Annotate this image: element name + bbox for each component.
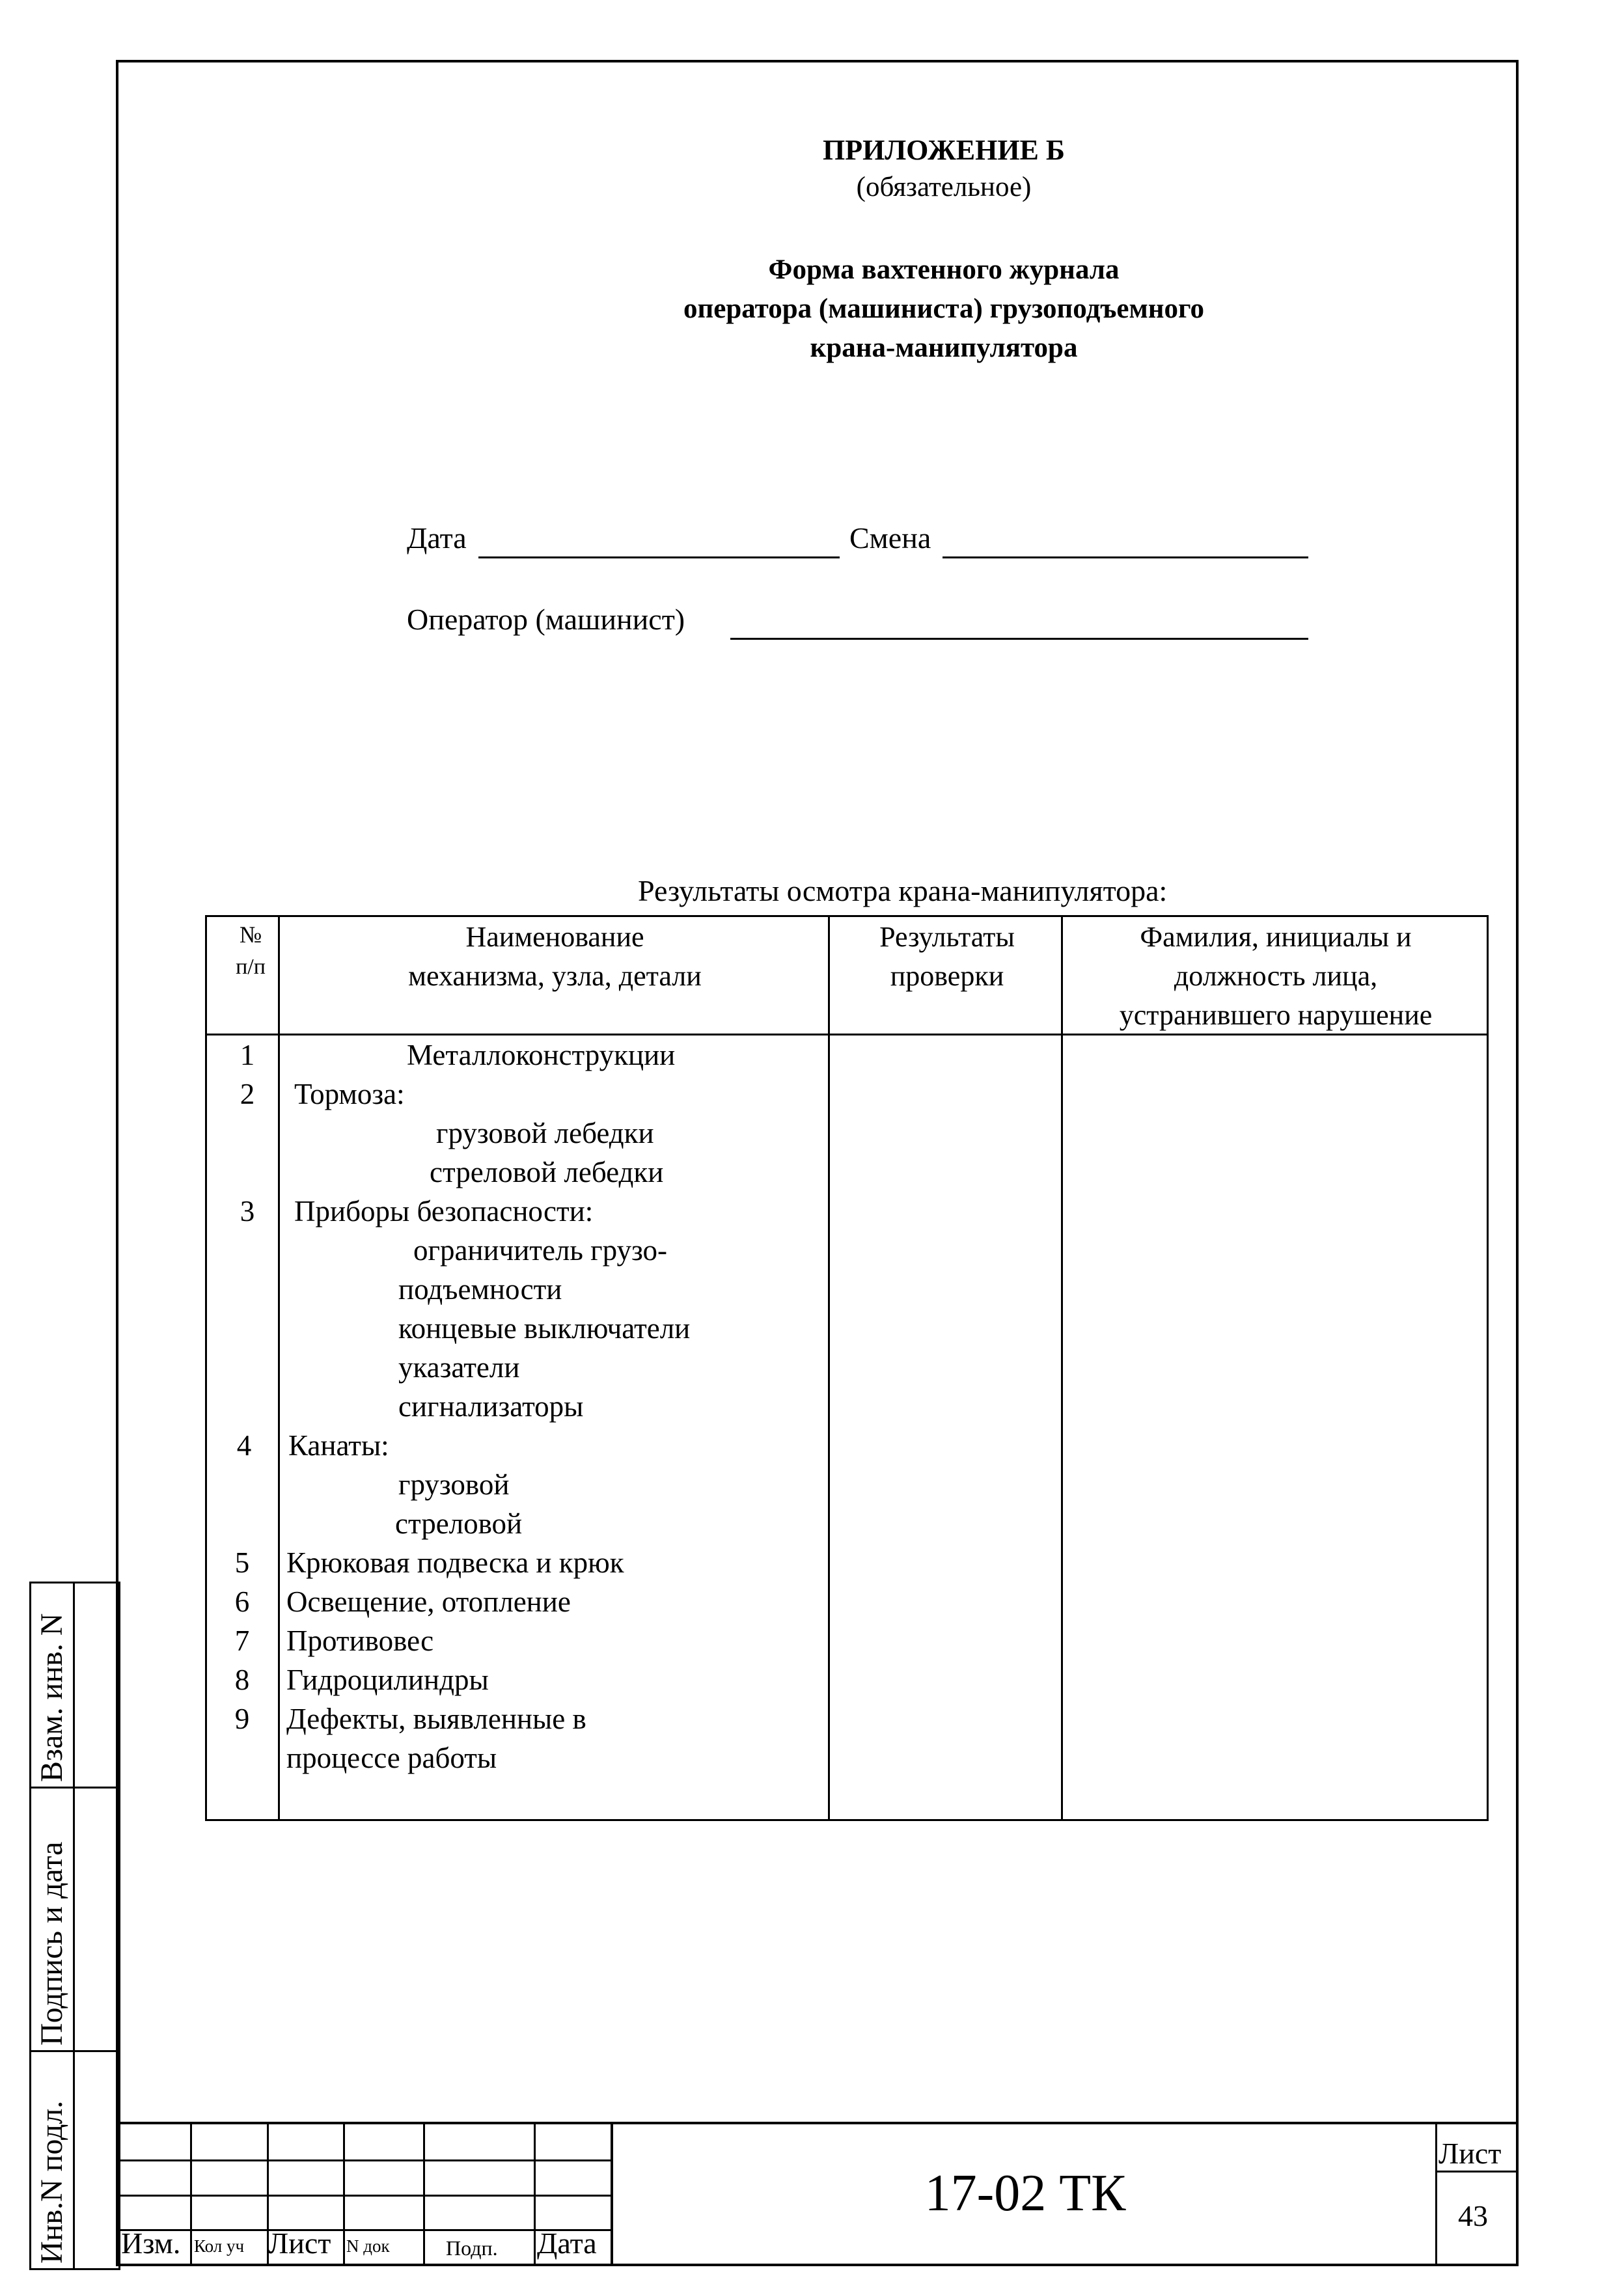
row-3c-text: концевые выключатели: [398, 1312, 691, 1345]
row-9-text: Дефекты, выявленные в: [286, 1703, 586, 1735]
row-2-num: 2: [240, 1078, 255, 1110]
form-title-line-1: Форма вахтенного журнала: [768, 254, 1120, 285]
inv-orig-label: Инв.N подл.: [34, 2100, 69, 2264]
col-data-label: Дата: [537, 2227, 597, 2260]
shift-field[interactable]: [943, 556, 1308, 558]
table-col-divider-1: [278, 915, 280, 1821]
table-col-divider-3: [1061, 915, 1063, 1821]
row-5-text: Крюковая подвеска и крюк: [286, 1546, 624, 1579]
row-5-num: 5: [234, 1546, 250, 1579]
replace-inv-label: Взам. инв. N: [34, 1613, 69, 1782]
row-4-text: Канаты:: [288, 1429, 389, 1462]
col-list-label: Лист: [268, 2227, 331, 2260]
header-results-line-1: Результаты: [879, 921, 1015, 953]
title-block-top-border: [116, 2122, 1519, 2124]
row-8-num: 8: [234, 1664, 250, 1696]
header-num-line-1: №: [239, 922, 262, 948]
date-label: Дата: [407, 521, 467, 555]
form-title-line-2: оператора (машиниста) грузоподъемного: [683, 294, 1204, 324]
row-4a-text: грузовой: [398, 1468, 510, 1501]
table-caption: Результаты осмотра крана-манипулятора:: [638, 874, 1168, 907]
side-stamp-vertical-divider: [73, 1582, 75, 2270]
row-3b-text: подъемности: [398, 1273, 562, 1306]
rev-grid-v5: [534, 2122, 536, 2266]
row-4-num: 4: [236, 1429, 252, 1462]
header-results-line-2: проверки: [890, 960, 1004, 992]
row-6-text: Освещение, отопление: [286, 1585, 571, 1618]
header-person-line-3: устранившего нарушение: [1119, 999, 1433, 1031]
rev-grid-v3: [343, 2122, 345, 2266]
row-3-num: 3: [240, 1195, 255, 1227]
sign-date-label: Подпись и дата: [34, 1841, 69, 2046]
row-3d-text: указатели: [398, 1351, 520, 1384]
col-izm-label: Изм.: [121, 2227, 181, 2260]
side-stamp-divider-1: [29, 1787, 120, 1789]
header-person-line-2: должность лица,: [1174, 960, 1378, 992]
row-9b-text: процессе работы: [286, 1742, 497, 1774]
sheet-box-divider: [1435, 2122, 1437, 2266]
sheet-box-h: [1435, 2171, 1519, 2172]
col-podp-label: Подп.: [446, 2236, 498, 2260]
row-9-num: 9: [234, 1703, 250, 1735]
operator-field[interactable]: [730, 638, 1308, 640]
col-kol-label: Кол уч: [194, 2236, 245, 2256]
row-3e-text: сигнализаторы: [398, 1390, 584, 1423]
row-8-text: Гидроцилиндры: [286, 1664, 489, 1696]
row-1-text: Металлоконструкции: [407, 1039, 676, 1071]
row-2-text: Тормоза:: [294, 1078, 405, 1110]
side-stamp-divider-2: [29, 2050, 120, 2052]
row-7-text: Противовес: [286, 1624, 434, 1657]
sheet-number: 43: [1458, 2199, 1488, 2232]
header-num-line-2: п/п: [236, 955, 266, 979]
form-title-line-3: крана-манипулятора: [810, 333, 1078, 363]
row-6-num: 6: [234, 1585, 250, 1618]
header-person-line-1: Фамилия, инициалы и: [1140, 921, 1412, 953]
row-1-num: 1: [240, 1039, 255, 1071]
rev-grid-v1: [190, 2122, 192, 2266]
sheet-label: Лист: [1438, 2137, 1502, 2170]
date-field[interactable]: [478, 556, 840, 558]
row-3a-text: ограничитель грузо-: [413, 1234, 668, 1267]
row-2b-text: стреловой лебедки: [430, 1156, 664, 1188]
rev-grid-v4: [423, 2122, 425, 2266]
appendix-title: ПРИЛОЖЕНИЕ Б: [823, 134, 1065, 166]
document-code: 17-02 ТК: [924, 2165, 1126, 2222]
row-4b-text: стреловой: [395, 1507, 523, 1540]
col-ndok-label: N док: [346, 2236, 390, 2256]
row-2a-text: грузовой лебедки: [436, 1117, 654, 1149]
appendix-note: (обязательное): [856, 172, 1032, 202]
header-name-line-1: Наименование: [465, 921, 644, 953]
row-3-text: Приборы безопасности:: [294, 1195, 594, 1227]
row-7-num: 7: [234, 1624, 250, 1657]
header-name-line-2: механизма, узла, детали: [408, 960, 702, 992]
shift-label: Смена: [849, 521, 931, 555]
table-col-divider-2: [828, 915, 830, 1821]
operator-label: Оператор (машинист): [407, 603, 685, 636]
rev-grid-v6: [611, 2122, 613, 2266]
